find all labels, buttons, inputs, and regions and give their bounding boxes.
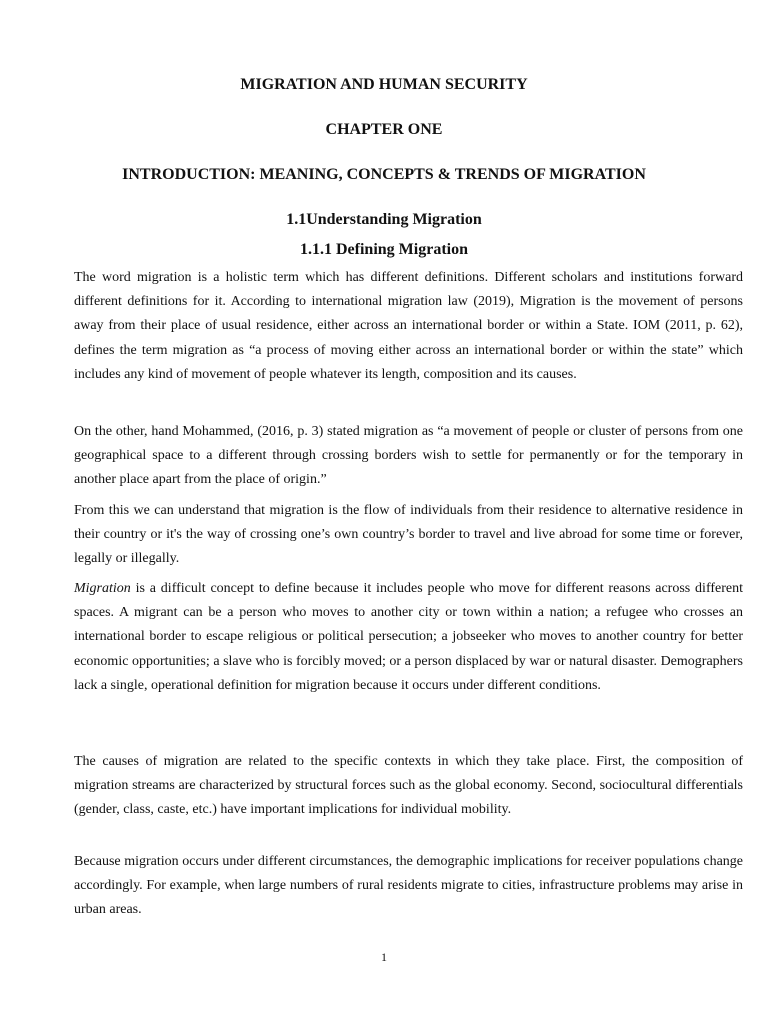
page-number: 1 — [381, 950, 387, 964]
chapter-heading: INTRODUCTION: MEANING, CONCEPTS & TRENDS OF MIGRATION — [122, 166, 646, 183]
section-heading: 1.1Understanding Migration — [286, 211, 482, 228]
chapter-label: CHAPTER ONE — [325, 121, 443, 138]
subsection-heading: 1.1.1 Defining Migration — [300, 241, 468, 258]
paragraph-mohammed: On the other, hand Mohammed, (2016, p. 3) stated migration as “a movement of people or cluster of persons from one geographical space to a different through crossing borders wish to settle for permanently or for the temporary in another place apart from the place of origin.” — [74, 424, 743, 488]
paragraph-implications: Because migration occurs under different circumstances, the demographic implications for receiver populations change accordingly. For example, when large numbers of rural residents migrate to cities, infrastructure problems may arise in urban areas. — [74, 854, 743, 918]
paragraph-definitions: The word migration is a holistic term which has different definitions. Different scholars and institutions forward different definitions for it. According to international migration law (2019), Migration is the movement of persons away from their place of usual residence, either across an international border or within a State. IOM (2011, p. 62), defines the term migration as “a process of moving either across an international border or within the state” which includes any kind of movement of people whatever its length, composition and its causes. — [74, 270, 743, 382]
paragraph-migration-concept — [74, 577, 743, 698]
paragraph-causes: The causes of migration are related to the specific contexts in which they take place. First, the composition of migration streams are characterized by structural forces such as the global economy. Second, sociocultural differentials (gender, class, caste, etc.) have important implications for individual mobility. — [74, 754, 743, 818]
document-title: MIGRATION AND HUMAN SECURITY — [240, 76, 528, 93]
paragraph-understanding: From this we can understand that migration is the flow of individuals from their residence to alternative residence in their country or it's the way of crossing one’s own country’s border to travel and live abroad for some time or forever, legally or illegally. — [74, 503, 743, 567]
migration-italic-term: Migration — [74, 581, 131, 596]
migration-paragraph-text: is a difficult concept to define because it includes people who move for different reasons across different spaces. A migrant can be a person who moves to another city or town within a nation; a refugee who crosses an international border to escape religious or political persecution; a jobseeker who moves to another country for better economic opportunities; a slave who is forcibly moved; or a person displaced by war or natural disaster. Demographers lack a single, operational definition for migration because it occurs under different conditions. — [74, 581, 743, 693]
